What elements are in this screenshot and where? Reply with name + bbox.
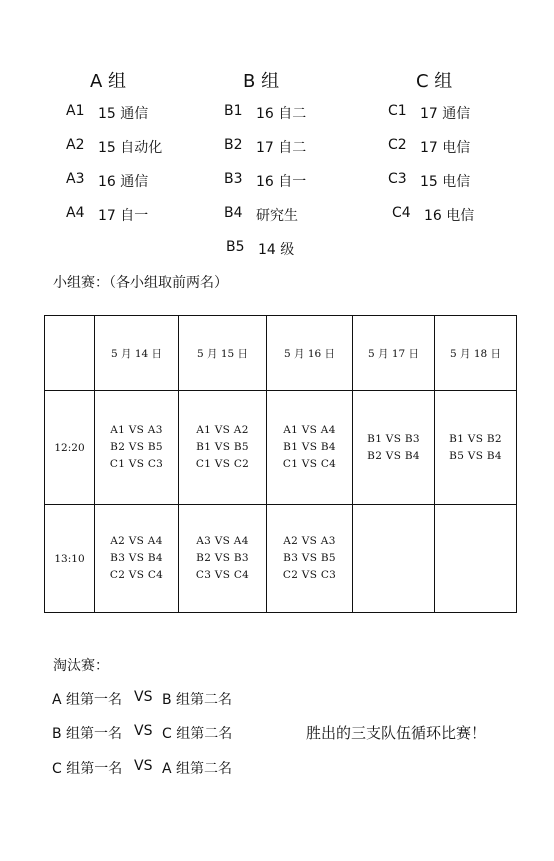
- group-c-team-code: C2: [388, 137, 407, 153]
- match: B2 VS B5: [110, 441, 163, 453]
- knockout-vs: VS: [134, 723, 153, 739]
- schedule-row: [45, 505, 517, 613]
- time-cell: 13:10: [45, 505, 95, 613]
- date-header: 5 月 15 日: [179, 316, 267, 391]
- group-b-team-code: B1: [224, 103, 243, 119]
- match: A2 VS A4: [110, 535, 163, 547]
- time-cell: 12:20: [45, 391, 95, 505]
- match: C2 VS C4: [109, 569, 164, 581]
- group-c-team-code: C4: [392, 205, 411, 221]
- knockout-right-team: A 组第二名: [162, 761, 233, 777]
- match: B1 VS B4: [283, 441, 336, 453]
- date-header: 5 月 17 日: [353, 316, 435, 391]
- knockout-left-team: A 组第一名: [52, 692, 123, 708]
- group-c-team-name: 15 电信: [420, 174, 471, 190]
- match: B2 VS B4: [367, 449, 420, 462]
- group-b-title: B 组: [243, 71, 280, 92]
- match-cell: [179, 391, 267, 505]
- match: A1 VS A3: [110, 424, 163, 436]
- empty-cell: [353, 505, 435, 613]
- match-cell: [353, 391, 435, 505]
- group-b-team-name: 16 自二: [256, 106, 307, 122]
- match: B2 VS B3: [196, 552, 249, 564]
- date-header: 5 月 16 日: [267, 316, 353, 391]
- match: A1 VS A4: [283, 424, 336, 436]
- schedule-row: [45, 391, 517, 505]
- match: B1 VS B3: [367, 432, 420, 445]
- match-cell: [95, 505, 179, 613]
- match: C1 VS C2: [195, 458, 250, 470]
- match-cell: [95, 391, 179, 505]
- group-b-team-code: B2: [224, 137, 243, 153]
- group-a-team-code: A1: [66, 103, 85, 119]
- match: A1 VS A2: [196, 424, 249, 436]
- match: B5 VS B4: [449, 449, 502, 462]
- group-b-team-code: B3: [224, 171, 243, 187]
- match: B1 VS B2: [449, 432, 502, 445]
- schedule-header-row: [45, 316, 517, 391]
- match: C1 VS C4: [282, 458, 337, 470]
- group-a-team-code: A4: [66, 205, 85, 221]
- group-c-team-name: 17 电信: [420, 140, 471, 156]
- match: A2 VS A3: [283, 535, 336, 547]
- match: C2 VS C3: [282, 569, 337, 581]
- knockout-vs: VS: [134, 758, 153, 774]
- knockout-title: 淘汰赛：: [53, 658, 109, 674]
- group-b-team-name: 17 自二: [256, 140, 307, 156]
- date-header: 5 月 14 日: [95, 316, 179, 391]
- group-b-team-code: B5: [226, 239, 245, 255]
- empty-cell: [435, 505, 517, 613]
- group-b-team-name: 16 自一: [256, 174, 307, 190]
- match: B3 VS B4: [110, 552, 163, 564]
- match-cell: [267, 505, 353, 613]
- knockout-vs: VS: [134, 689, 153, 705]
- group-a-title: A 组: [90, 71, 127, 92]
- group-c-team-code: C1: [388, 103, 407, 119]
- match-cell: [435, 391, 517, 505]
- match: A3 VS A4: [196, 535, 249, 547]
- group-c-team-name: 16 电信: [424, 208, 475, 224]
- match-cell: [179, 505, 267, 613]
- knockout-left-team: C 组第一名: [52, 761, 123, 777]
- group-a-team-name: 15 通信: [98, 106, 149, 122]
- knockout-right-team: C 组第二名: [162, 726, 233, 742]
- group-a-team-code: A3: [66, 171, 85, 187]
- schedule-table: [44, 315, 517, 613]
- group-c-team-code: C3: [388, 171, 407, 187]
- knockout-right-team: B 组第二名: [162, 692, 233, 708]
- match-cell: [267, 391, 353, 505]
- match: C3 VS C4: [195, 569, 250, 581]
- group-a-team-name: 16 通信: [98, 174, 149, 190]
- round-robin-note: 胜出的三支队伍循环比赛！: [306, 724, 487, 742]
- match: B1 VS B5: [196, 441, 249, 453]
- group-b-team-name: 14 级: [258, 242, 295, 258]
- group-a-team-code: A2: [66, 137, 85, 153]
- group-b-team-name: 研究生: [256, 208, 298, 224]
- date-header: 5 月 18 日: [435, 316, 517, 391]
- group-c-title: C 组: [416, 71, 453, 92]
- corner-cell: [45, 316, 95, 391]
- group-a-team-name: 15 自动化: [98, 140, 163, 156]
- group-c-team-name: 17 通信: [420, 106, 471, 122]
- knockout-left-team: B 组第一名: [52, 726, 123, 742]
- group-a-team-name: 17 自一: [98, 208, 149, 224]
- match: B3 VS B5: [283, 552, 336, 564]
- group-stage-title: 小组赛：（各小组取前两名）: [53, 275, 228, 291]
- match: C1 VS C3: [109, 458, 164, 470]
- group-b-team-code: B4: [224, 205, 243, 221]
